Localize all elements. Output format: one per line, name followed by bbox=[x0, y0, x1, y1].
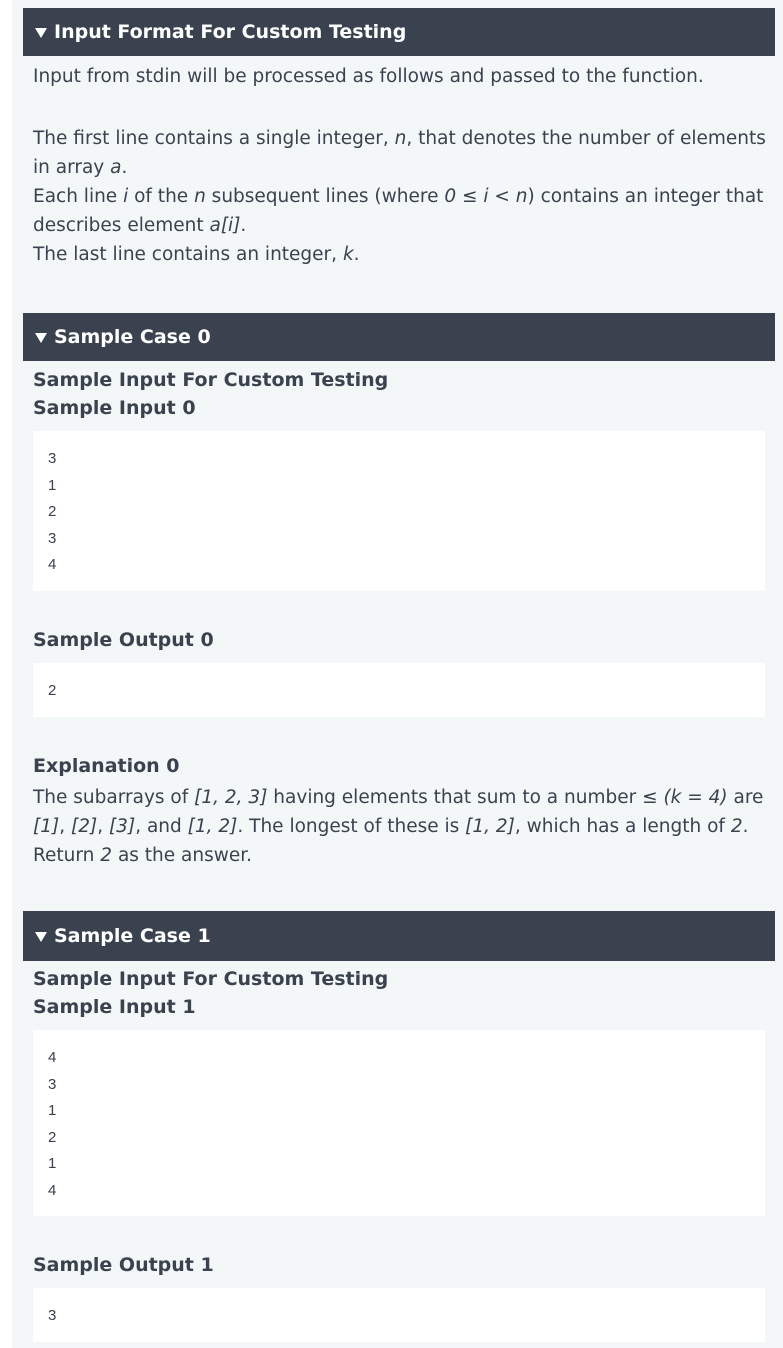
code-line: 1 bbox=[48, 476, 57, 494]
input-format-description: The first line contains a single integer, n, that denotes the number of elements in array a. Each line i of the n subsequent lines (where 0 ≤ i < n) contains an integer that describes element a[i]. The last line contains an integer, k. bbox=[33, 128, 766, 265]
input-format-header[interactable] bbox=[23, 8, 775, 56]
sample-case-1-title: Sample Case 1 bbox=[54, 925, 211, 947]
case0-sample-output-box bbox=[33, 663, 765, 717]
case0-sample-input-label: Sample Input 0 bbox=[33, 397, 196, 419]
input-format-intro: Input from stdin will be processed as follows and passed to the function. bbox=[33, 66, 704, 87]
code-line: 4 bbox=[48, 556, 57, 573]
case1-sample-output-label: Sample Output 1 bbox=[33, 1254, 214, 1276]
problem-panel bbox=[12, 0, 783, 1348]
sample-case-0-header[interactable] bbox=[23, 313, 775, 361]
caret-down-icon bbox=[35, 28, 47, 38]
case0-explanation-text: The subarrays of [1, 2, 3] having elements that sum to a number ≤ (k = 4) are [1], [2], [3], and [1, 2]. The longest of these is [1, 2], which has a length of 2. Return 2 as the answer. bbox=[33, 787, 764, 866]
sample-case-1-header[interactable] bbox=[23, 911, 775, 961]
code-line: 4 bbox=[48, 1049, 57, 1066]
code-line: 1 bbox=[48, 1155, 57, 1172]
case1-sample-input-box bbox=[33, 1030, 765, 1216]
caret-down-icon bbox=[35, 932, 47, 942]
code-line: 2 bbox=[48, 1128, 57, 1146]
code-line: 4 bbox=[48, 1181, 57, 1199]
sample-case-0-title: Sample Case 0 bbox=[54, 326, 211, 348]
code-line: 2 bbox=[48, 503, 57, 520]
case1-sample-input-label: Sample Input 1 bbox=[33, 996, 196, 1018]
code-line: 3 bbox=[48, 1307, 57, 1324]
case0-explanation-label: Explanation 0 bbox=[33, 755, 180, 777]
case0-sample-input-box bbox=[33, 431, 765, 591]
caret-down-icon bbox=[35, 333, 47, 343]
input-format-title: Input Format For Custom Testing bbox=[54, 21, 407, 43]
case1-sample-output-box bbox=[33, 1288, 765, 1342]
case1-custom-testing-label: Sample Input For Custom Testing bbox=[33, 968, 389, 990]
code-line: 3 bbox=[48, 529, 57, 547]
code-line: 3 bbox=[48, 450, 57, 467]
code-line: 1 bbox=[48, 1102, 57, 1119]
case0-custom-testing-label: Sample Input For Custom Testing bbox=[33, 369, 389, 391]
code-line: 2 bbox=[48, 682, 57, 699]
case0-sample-output-label: Sample Output 0 bbox=[33, 629, 214, 651]
code-line: 3 bbox=[48, 1075, 57, 1093]
